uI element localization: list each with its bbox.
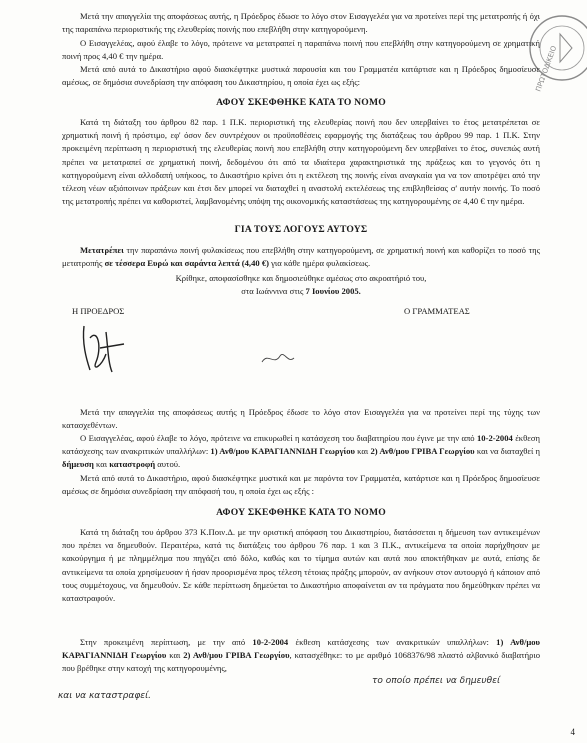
paragraph-6: Μετά την απαγγελία της αποφάσεως αυτής η Πρόεδρος έδωσε το λόγο στον Εισαγγελέα για να προτείνει περί της τύχης των κατασχεθέντων.	[62, 407, 540, 431]
signature-president-label: Η ΠΡΟΕΔΡΟΣ	[72, 306, 125, 316]
paragraph-2: Ο Εισαγγελέας, αφού έλαβε το λόγο, πρότεινε να μετατραπεί η παραπάνω ποινή που επεβλήθη στην κατηγορούμενη σε χρηματική ποινή προς 4,40 € την ημέρα.	[62, 38, 540, 62]
stamp-text: ΠΡΩΤΟΔΙΚΕΙΟ	[534, 44, 559, 93]
amount-text: σε τέσσερα Ευρώ και σαράντα λεπτά (4,40 €)	[104, 258, 269, 269]
handwritten-note-2: και να καταστραφεί.	[58, 691, 152, 701]
heading-considered-1: ΑΦΟΥ ΣΚΕΦΘΗΚΕ ΚΑΤΑ ΤΟ ΝΟΜΟ	[216, 97, 386, 108]
handwritten-note-1: το οποίο πρέπει να δημευθεί	[372, 676, 501, 686]
paragraph-8: Μετά από αυτά το Δικαστήριο, αφού διασκέφτηκε μυστικά και με παρόντα τον Γραμματέα, κατάρτισε και η Πρόεδρος δημοσίευσε αμέσως σε δημόσια συνεδρίαση την απόφασή του, η οποία έχει ως εξής :	[62, 473, 540, 497]
paragraph-4: Κατά τη διάταξη του άρθρου 82 παρ. 1 Π.Κ. περιοριστική της ελευθερίας ποινή που δεν υπερβαίνει το έτος μετατρέπεται σε χρηματική ποινή ή πρόστιμο, εφ' όσον δεν συντρέχουν οι προϋποθέσεις εφαρμογής της διατάξεως του άρθρου 99 παρ. 1 Π.Κ. Στην προκειμένη περίπτωση η περιοριστική της ελευθερίας ποινή που επεβλήθη στην κατηγορούμενη δεν υπερβαίνει το έτος, συνεπώς αυτή πρέπει να μετατραπεί σε χρηματική ποινή, δεδομένου ότι από τα ιδιαίτερα χαρακτηριστικά της πράξεως και το γεγονός ότι η κατηγορούμενη είναι αλλοδαπή υπήκοος, το Δικαστήριο κρίνει ότι η εκτέλεση της ποινής είναι αναγκαία για να τον αποτρέψει από την τέλεση νέων αξιόποινων πράξεων και έτσι δεν μπορεί να διαταχθεί η αναστολή εκτελέσεως της επιβληθείσας σ' αυτήν ποινής. Το ποσό της μετατροπής πρέπει να καθοριστεί, λαμβανομένης υπόψη της οικονομικής καταστάσεως της κατηγορουμένης σε 4,40 € την ημέρα.	[62, 117, 540, 207]
paragraph-3: Μετά από αυτά το Δικαστήριο αφού διασκέφτηκε μυστικά παρουσία και του Γραμματέα κατάρτισε και η Πρόεδρος δημοσίευσε αμέσως, σε δημόσια συνεδρίαση την απόφαση του Δικαστηρίου, η οποία έχει ως εξής:	[62, 64, 540, 88]
heading-considered-2: ΑΦΟΥ ΣΚΕΦΘΗΚΕ ΚΑΤΑ ΤΟ ΝΟΜΟ	[216, 507, 386, 518]
paragraph-9: Κατά τη διάταξη του άρθρου 373 Κ.Ποιν.Δ. με την οριστική απόφαση του Δικαστηρίου, διατάσσεται η δήμευση των αντικειμένων που πρέπει να δημευθούν. Περαιτέρω, κατά τις διατάξεις του άρθρου 76 παρ. 1 και 3 Π.Κ., αντικείμενα τα οποία παρήχθησαν με κακούργημα ή με πλημμέλημα που πηγάζει από δόλο, καθώς και το τίμημα αυτών και αυτά που αποκτήθηκαν με αυτά, επίσης δε αντικείμενα τα οποία χρησίμευσαν ή ήσαν προορισμένα προς τέλεση τέτοιας πράξης μπορούν, αν ανήκουν στον αυτουργό ή κάποιον από τους συμμέτοχους, να δημευθούν. Σε κάθε περίπτωση δημεύεται το Δικαστήριο αποφαίνεται αν τα πράγματα που δημεύθηκαν πρέπει να καταστραφούν.	[62, 527, 540, 604]
secretary-signature-icon	[258, 344, 308, 370]
president-signature-icon	[72, 318, 142, 378]
signature-secretary-label: Ο ΓΡΑΜΜΑΤΕΑΣ	[404, 306, 470, 316]
paragraph-10: Στην προκειμένη περίπτωση, με την από 10-2-2004 έκθεση κατάσχεσης των ανακριτικών υπαλλήλων: 1) Ανθ/μου ΚΑΡΑΓΙΑΝΝΙΔΗ Γεωργίου και 2) Ανθ/μου ΓΡΙΒΑ Γεωργίου, κατασχέθηκε: το με αριθμό 1068376/98 πλαστό αλβανικό διαβατήριο που βρέθηκε στην κατοχή της κατηγορουμένης,	[62, 637, 541, 674]
place-date-line: στα Ιωάννινα στις 7 Ιουνίου 2005.	[241, 286, 361, 296]
paragraph-1: Μετά την απαγγελία της αποφάσεως αυτής, η Πρόεδρος έδωσε το λόγο στον Εισαγγελέα για να προτείνει περί της μετατροπής ή όχι της παραπάνω περιοριστικής της ελευθερίας ποινής που επεβλήθη στην κατηγορούμενη.	[62, 11, 540, 35]
page-number: 4	[570, 727, 575, 737]
heading-for-these-reasons: ΓΙΑ ΤΟΥΣ ΛΟΓΟΥΣ ΑΥΤΟΥΣ	[234, 224, 368, 235]
judged-line: Κρίθηκε, αποφασίσθηκε και δημοσιεύθηκε αμέσως στο ακροατήριό του,	[175, 273, 427, 283]
verb-converts: Μετατρέπει	[80, 245, 124, 255]
paragraph-5: Μετατρέπει την παραπάνω ποινή φυλακίσεως που επεβλήθη στην κατηγορούμενη, σε χρηματική ποινή και καθορίζει το ποσό της μετατροπής σε τέσσερα Ευρώ και σαράντα λεπτά (4,40 €) για κάθε ημέρα φυλακίσεως.	[62, 245, 540, 269]
paragraph-7: Ο Εισαγγελέας, αφού έλαβε το λόγο, πρότεινε να επικυρωθεί η κατάσχεση του διαβατηρίου που έγινε με την από 10-2-2004 έκθεση κατάσχεσης των ανακριτικών υπαλλήλων: 1) Ανθ/μου ΚΑΡΑΓΙΑΝΝΙΔΗ Γεωργίου και 2) Ανθ/μου ΓΡΙΒΑ Γεωργίου και να διαταχθεί η δήμευση και καταστροφή αυτού.	[62, 433, 541, 470]
